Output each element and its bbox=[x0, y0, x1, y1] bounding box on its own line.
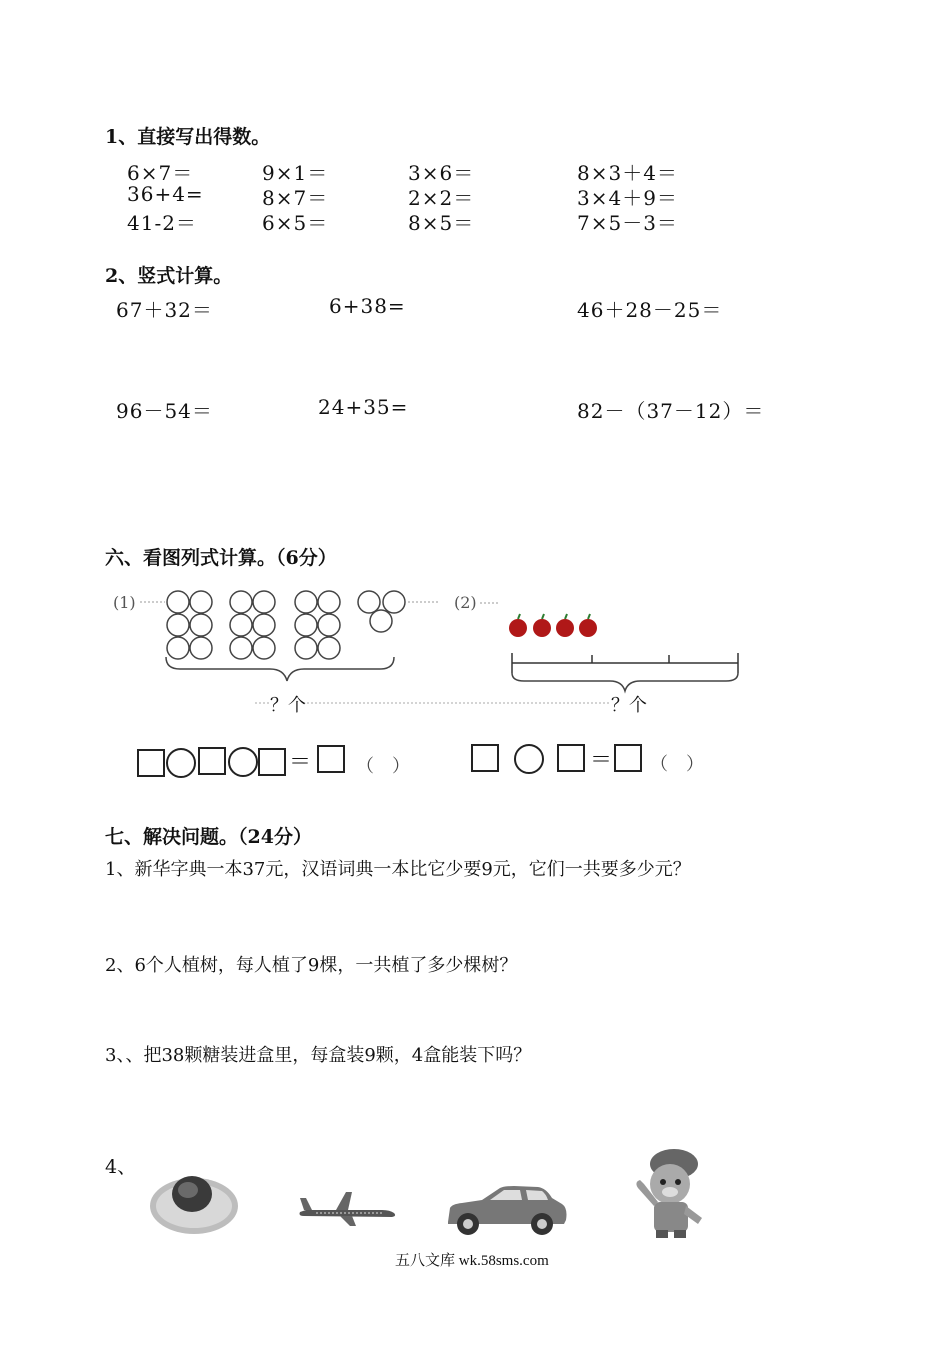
answer-box[interactable] bbox=[198, 747, 226, 775]
answer-box[interactable] bbox=[317, 745, 345, 773]
section-7-title: 七、解决问题。（24分） bbox=[105, 826, 312, 848]
word-problem-1: 1、新华字典一本37元，汉语词典一本比它少要9元，它们一共要多少元？ bbox=[105, 859, 691, 880]
vertical-calc-problem: 96－54＝ bbox=[116, 399, 213, 423]
oral-problem: 3×6＝ bbox=[408, 161, 475, 185]
figure-label-2: (2) bbox=[454, 593, 477, 612]
operator-circle[interactable] bbox=[166, 748, 196, 778]
equals-sign: ＝ bbox=[590, 748, 613, 773]
oral-problem: 8×3＋4＝ bbox=[577, 161, 678, 185]
brace-label-left: ？个 bbox=[270, 695, 306, 716]
oral-problem: 2×2＝ bbox=[408, 186, 475, 210]
footer-watermark: 五八文库 wk.58sms.com bbox=[395, 1253, 549, 1269]
operator-circle[interactable] bbox=[514, 744, 544, 774]
section-6-title: 六、看图列式计算。（6分） bbox=[105, 547, 337, 569]
section-2-title: 2、竖式计算。 bbox=[105, 265, 233, 287]
answer-box[interactable] bbox=[614, 744, 642, 772]
equals-sign: ＝ bbox=[289, 750, 312, 775]
oral-problem: 7×5－3＝ bbox=[577, 211, 678, 235]
apples-figure bbox=[480, 595, 760, 695]
figure-label-1: (1) bbox=[113, 593, 136, 612]
word-problem-3: 3、、把38颗糖装进盒里，每盒装9颗，4盒能装下吗？ bbox=[105, 1045, 532, 1066]
oral-problem: 8×5＝ bbox=[408, 211, 475, 235]
brace-label-right: ？个 bbox=[611, 695, 647, 716]
oral-problem: 41-2＝ bbox=[127, 211, 197, 235]
vertical-calc-problem: 46＋28－25＝ bbox=[577, 298, 723, 322]
bear-toy-icon bbox=[630, 1144, 710, 1240]
word-problem-4-label: 4、 bbox=[105, 1156, 137, 1178]
answer-box[interactable] bbox=[258, 748, 286, 776]
oral-problem: 8×7＝ bbox=[262, 186, 329, 210]
section-1-title: 1、直接写出得数。 bbox=[105, 126, 271, 148]
answer-box[interactable] bbox=[137, 749, 165, 777]
airplane-icon bbox=[296, 1188, 398, 1228]
vertical-calc-problem: 82－（37－12）＝ bbox=[577, 399, 765, 423]
vertical-calc-problem: 67＋32＝ bbox=[116, 298, 213, 322]
answer-box[interactable] bbox=[557, 744, 585, 772]
oral-problem: 36+4= bbox=[127, 182, 204, 206]
oral-problem: 6×7＝ bbox=[127, 161, 194, 185]
operator-circle[interactable] bbox=[228, 747, 258, 777]
vertical-calc-problem: 6+38= bbox=[329, 294, 406, 318]
oral-problem: 9×1＝ bbox=[262, 161, 329, 185]
unit-paren[interactable]: （ ） bbox=[356, 756, 410, 777]
unit-paren[interactable]: （ ） bbox=[650, 754, 704, 775]
oral-problem: 6×5＝ bbox=[262, 211, 329, 235]
apple-icon bbox=[509, 614, 597, 637]
straw-hat-icon bbox=[148, 1166, 240, 1238]
vertical-calc-problem: 24+35= bbox=[318, 395, 409, 419]
car-icon bbox=[444, 1182, 570, 1238]
oral-problem: 3×4＋9＝ bbox=[577, 186, 678, 210]
dotted-guide bbox=[255, 698, 645, 708]
word-problem-2: 2、6个人植树，每人植了9棵，一共植了多少棵树？ bbox=[105, 955, 518, 976]
answer-box[interactable] bbox=[471, 744, 499, 772]
